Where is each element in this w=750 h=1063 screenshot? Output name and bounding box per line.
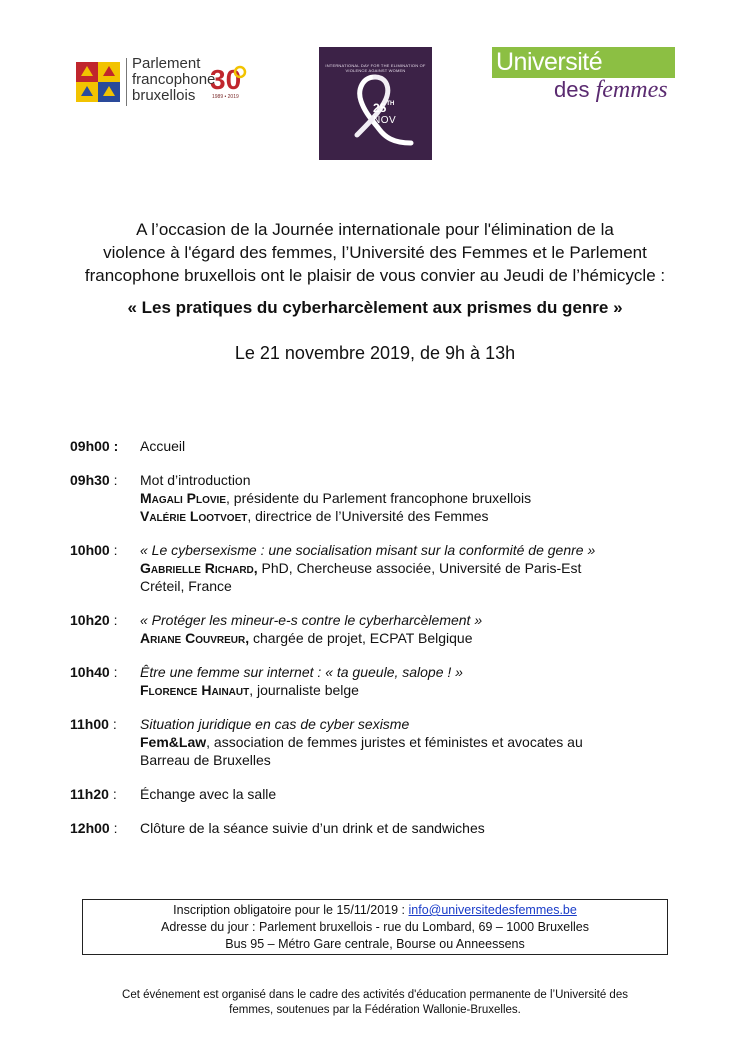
speaker-name: Ariane Couvreur,: [140, 630, 250, 646]
speaker-role: chargée de projet, ECPAT Belgique: [249, 630, 473, 646]
program-item: Mot d’introduction: [140, 472, 251, 488]
program-item: Accueil: [140, 438, 186, 454]
speaker-line: [140, 559, 690, 577]
registration-box: [82, 899, 668, 955]
nov-caption: INTERNATIONAL DAY FOR THE ELIMINATION OF VIOLENCE AGAINST WOMEN: [325, 63, 426, 73]
speaker-role-cont: Créteil, France: [140, 578, 232, 594]
registration-line: [83, 902, 667, 919]
nov-day-suffix: TH: [386, 101, 395, 107]
intro-line1: A l’occasion de la Journée internationale pour l'élimination de la: [136, 220, 614, 239]
program-row: [70, 437, 690, 455]
event-title: « Les pratiques du cyberharcèlement aux prismes du genre »: [127, 298, 623, 317]
pfb-years: 1989 • 2019: [212, 94, 239, 100]
program-time: 09h00 :: [70, 438, 119, 454]
footer-line2: femmes, soutenues par la Fédération Wallonie-Bruxelles.: [229, 1004, 521, 1016]
speaker-role: , présidente du Parlement francophone bruxellois: [226, 490, 532, 506]
speaker-name: Gabrielle Richard,: [140, 560, 258, 576]
address-line: Adresse du jour : Parlement bruxellois - rue du Lombard, 69 – 1000 Bruxelles: [160, 920, 589, 934]
elimination-violence-logo: [319, 47, 432, 160]
pfb-crest-icon: [76, 62, 120, 102]
intro-line2: violence à l'égard des femmes, l’Université des Femmes et le Parlement: [103, 243, 647, 262]
pfb-logo: [76, 56, 266, 108]
program-time: 10h00 :: [70, 542, 118, 558]
intro-paragraph: [50, 218, 700, 287]
speaker-line: [140, 507, 690, 525]
pfb-divider: [126, 58, 127, 106]
pfb-line3: bruxellois: [132, 87, 196, 104]
email-link[interactable]: info@universitedesfemmes.be: [408, 903, 577, 917]
talk-title: « Protéger les mineur-e-s contre le cyberharcèlement »: [140, 612, 483, 628]
speaker-name: Valérie Lootvoet: [140, 508, 248, 524]
speaker-line: [140, 733, 690, 751]
speaker-line: [140, 629, 690, 647]
speaker-role: PhD, Chercheuse associée, Université de Paris-Est: [257, 560, 582, 576]
program-item: Échange avec la salle: [140, 786, 277, 802]
speaker-role: , journaliste belge: [249, 682, 359, 698]
program-item: Clôture de la séance suivie d’un drink et de sandwiches: [140, 820, 485, 836]
nov-month: NOV: [373, 115, 397, 126]
pfb-line2: francophone: [132, 71, 216, 88]
talk-title: Être une femme sur internet : « ta gueule, salope ! »: [140, 664, 463, 680]
speaker-line: [140, 681, 690, 699]
program-time: 12h00 :: [70, 820, 118, 836]
program-row: [70, 611, 690, 647]
program-row: [70, 715, 690, 769]
program-row: [70, 541, 690, 595]
intro-line3: francophone bruxellois ont le plaisir de vous convier au Jeudi de l’hémicycle :: [84, 266, 666, 285]
anniversary-30-mark: [210, 64, 254, 94]
program-row: [70, 819, 690, 837]
pfb-line1: Parlement: [132, 55, 201, 72]
program-row: [70, 471, 690, 525]
speaker-role-cont: Barreau de Bruxelles: [140, 752, 271, 768]
program-time: 11h20 :: [70, 786, 117, 802]
universite-des-femmes-logo: [492, 47, 675, 104]
event-date: Le 21 novembre 2019, de 9h à 13h: [234, 343, 516, 363]
speaker-line: [140, 489, 690, 507]
program-time: 10h20 :: [70, 612, 118, 628]
speaker-role: , directrice de l’Université des Femmes: [247, 508, 489, 524]
registration-text: Inscription obligatoire pour le 15/11/2019 :: [173, 903, 409, 917]
transport-line: Bus 95 – Métro Gare centrale, Bourse ou Anneessens: [225, 937, 525, 951]
pfb-30-text: 30: [210, 64, 242, 94]
nov-day: [373, 101, 394, 115]
footer-note: [60, 988, 690, 1018]
nov-day-number: 25: [373, 101, 387, 115]
udf-femmes: femmes: [595, 77, 668, 103]
talk-title: « Le cybersexisme : une socialisation misant sur la conformité de genre »: [140, 542, 596, 558]
program-time: 09h30 :: [70, 472, 118, 488]
program-list: [70, 437, 690, 853]
udf-line1: Université: [496, 48, 603, 76]
speaker-name: Magali Plovie: [140, 490, 227, 506]
speaker-name: Fem&Law: [140, 734, 207, 750]
footer-line1: Cet événement est organisé dans le cadre des activités d'éducation permanente de l’Université des: [122, 989, 628, 1001]
program-row: [70, 663, 690, 699]
talk-title: Situation juridique en cas de cyber sexisme: [140, 716, 410, 732]
udf-line2: [554, 77, 668, 104]
program-time: 10h40 :: [70, 664, 118, 680]
speaker-role: , association de femmes juristes et féministes et avocates au: [206, 734, 583, 750]
udf-des: des: [554, 77, 590, 102]
program-row: [70, 785, 690, 803]
pfb-name: [132, 56, 215, 104]
program-time: 11h00 :: [70, 716, 117, 732]
speaker-name: Florence Hainaut: [140, 682, 250, 698]
